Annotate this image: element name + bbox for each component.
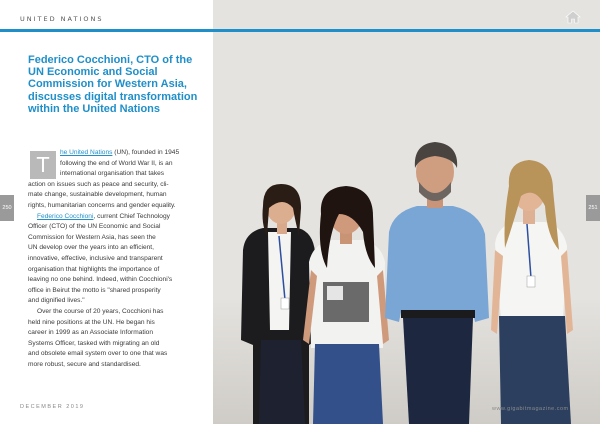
drop-cap: T <box>30 151 56 179</box>
body-line: Federico Cocchioni, current Chief Technology <box>37 212 170 220</box>
body-line: more robust, secure and standardised. <box>28 360 141 368</box>
body-line: leaving no one behind. Indeed, within Cocchioni's <box>28 276 173 284</box>
magazine-url[interactable]: www.gigabitmagazine.com <box>492 406 569 412</box>
body-line: held nine positions at the UN. He began his <box>28 318 155 326</box>
article-body <box>28 148 208 370</box>
body-line: rights, humanitarian concerns and gender equality. <box>28 201 176 209</box>
body-line: office in Beirut the motto is "shared prosperity <box>28 286 161 294</box>
federico-cocchioni-link[interactable]: Federico Cocchioni <box>37 212 94 220</box>
masthead: UNITED NATIONS <box>20 15 104 23</box>
body-line: innovative, effective, inclusive and transparent <box>28 254 163 262</box>
body-line: Officer (CTO) of the UN Economic and Social <box>28 223 161 231</box>
body-line: Systems Officer, tasked with migrating an old <box>28 339 160 347</box>
body-line: Commission for Western Asia, has seen the <box>28 233 156 241</box>
body-line: mate change, sustainable development, human <box>28 191 167 199</box>
page-number-right[interactable]: 251 <box>586 195 600 221</box>
team-photo-illustration <box>213 0 600 424</box>
page-number-left[interactable]: 250 <box>0 195 14 221</box>
home-icon[interactable] <box>565 10 581 24</box>
body-line: Over the course of 20 years, Cocchioni has <box>37 307 164 315</box>
body-line: following the end of World War II, is an <box>60 159 173 167</box>
body-line: organisation that highlights the importance of <box>28 265 160 273</box>
body-line: career in 1999 as an Associate Information <box>28 329 153 337</box>
body-line: international organisation that takes <box>60 170 165 178</box>
issue-date: DECEMBER 2019 <box>20 404 85 410</box>
team-photo <box>213 0 600 424</box>
body-line: action on issues such as peace and security, cli- <box>28 180 169 188</box>
body-line: and obsolete email system over to one that was <box>28 350 168 358</box>
body-line: UN develop over the years into an efficient, <box>28 244 154 252</box>
left-page <box>0 0 213 424</box>
header-rule <box>0 29 600 32</box>
article-headline: Federico Cocchioni, CTO of the UN Economic and Social Commission for Western Asia, discusses digital transformation within the United Nations <box>28 54 198 115</box>
body-line: he United Nations (UN), founded in 1945 <box>60 149 180 156</box>
united-nations-link[interactable]: he United Nations <box>60 149 113 156</box>
body-line: and dignified lives." <box>28 297 85 305</box>
